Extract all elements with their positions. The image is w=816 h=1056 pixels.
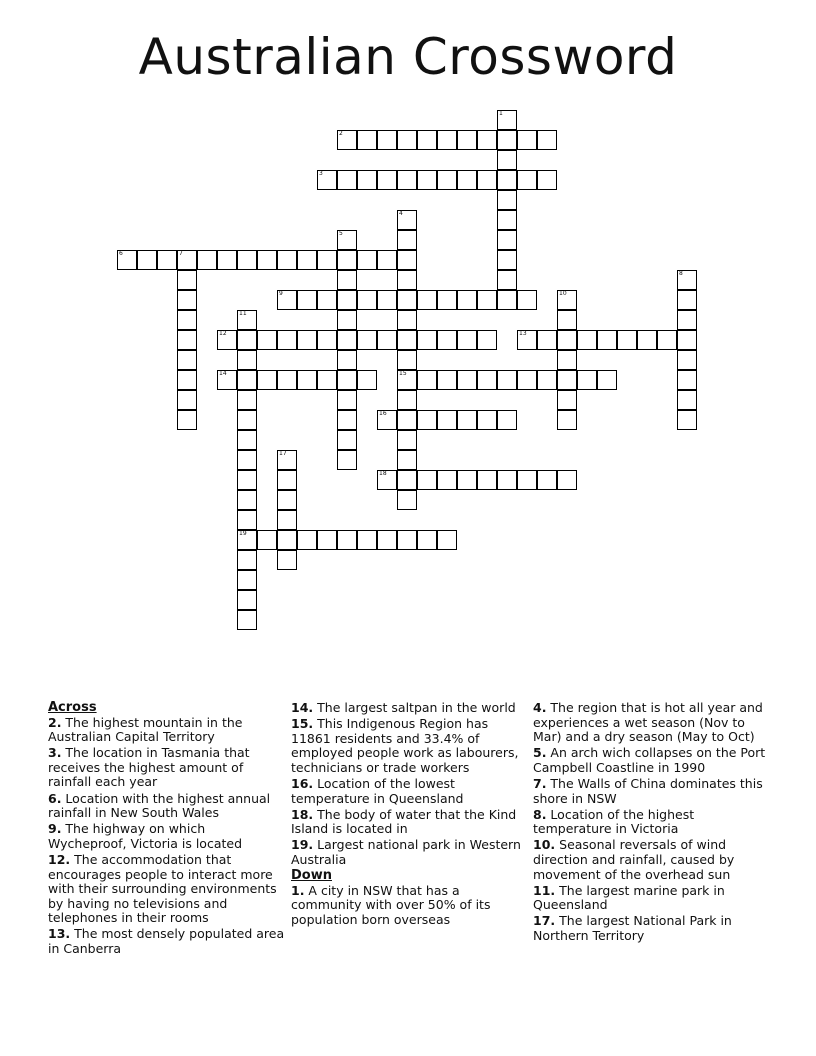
grid-cell[interactable] [497,210,517,230]
grid-cell[interactable] [617,330,637,350]
grid-cell[interactable] [577,330,597,350]
grid-cell[interactable] [337,130,357,150]
grid-cell[interactable] [417,130,437,150]
grid-cell[interactable] [497,290,517,310]
grid-cell[interactable] [237,350,257,370]
clue-number: 19 [239,530,247,537]
grid-cell[interactable] [537,470,557,490]
clue-number: 12 [219,330,227,337]
grid-cell[interactable] [157,250,177,270]
grid-cell[interactable] [477,470,497,490]
clue-column-1 [48,701,286,958]
grid-cell[interactable] [397,230,417,250]
grid-cell[interactable] [377,330,397,350]
grid-cell[interactable] [557,410,577,430]
clue-number-label: 12. [48,851,71,867]
grid-cell[interactable] [497,190,517,210]
grid-cell[interactable] [177,370,197,390]
clue-text: The location in Tasmania that receives the highest amount of rainfall each year [48,745,250,790]
grid-cell[interactable] [237,550,257,570]
grid-cell[interactable] [217,250,237,270]
grid-cell[interactable] [457,290,477,310]
clue [533,884,773,913]
clue-number: 1 [499,110,503,117]
grid-cell[interactable] [377,130,397,150]
grid-cell[interactable] [237,450,257,470]
clue-column-2 [291,701,529,929]
grid-cell[interactable] [677,330,697,350]
grid-cell[interactable] [397,390,417,410]
grid-cell[interactable] [517,470,537,490]
grid-cell[interactable] [237,510,257,530]
down-heading: Down [291,868,332,884]
grid-cell[interactable] [477,410,497,430]
clue-number-label: 6. [48,790,62,806]
clue-number-label: 3. [48,745,62,761]
clue-number: 3 [319,170,323,177]
grid-cell[interactable] [397,210,417,230]
grid-cell[interactable] [497,130,517,150]
clue-number: 8 [679,270,683,277]
grid-cell[interactable] [237,410,257,430]
grid-cell[interactable] [557,370,577,390]
grid-cell[interactable] [397,370,417,390]
clue [533,777,773,806]
grid-cell[interactable] [517,290,537,310]
clue [291,884,529,928]
clue-number: 18 [379,470,387,477]
grid-cell[interactable] [477,370,497,390]
clue-number: 11 [239,310,247,317]
grid-cell[interactable] [357,330,377,350]
grid-cell[interactable] [537,330,557,350]
grid-cell[interactable] [597,330,617,350]
grid-cell[interactable] [277,330,297,350]
grid-cell[interactable] [337,170,357,190]
grid-cell[interactable] [137,250,157,270]
clue [291,717,529,775]
grid-cell[interactable] [457,410,477,430]
grid-cell[interactable] [397,450,417,470]
grid-cell[interactable] [517,170,537,190]
grid-cell[interactable] [177,330,197,350]
grid-cell[interactable] [557,390,577,410]
grid-cell[interactable] [337,390,357,410]
grid-cell[interactable] [397,270,417,290]
grid-cell[interactable] [177,350,197,370]
grid-cell[interactable] [237,250,257,270]
grid-cell[interactable] [337,310,357,330]
grid-cell[interactable] [377,290,397,310]
grid-cell[interactable] [497,370,517,390]
grid-cell[interactable] [357,370,377,390]
grid-cell[interactable] [497,410,517,430]
clue [533,838,773,882]
grid-cell[interactable] [537,370,557,390]
page-title: Australian Crossword [138,28,678,86]
grid-cell[interactable] [177,310,197,330]
grid-cell[interactable] [237,390,257,410]
grid-cell[interactable] [177,270,197,290]
grid-cell[interactable] [257,370,277,390]
grid-cell[interactable] [357,170,377,190]
grid-cell[interactable] [657,330,677,350]
grid-cell[interactable] [437,170,457,190]
grid-cell[interactable] [377,170,397,190]
grid-cell[interactable] [357,250,377,270]
grid-cell[interactable] [297,290,317,310]
grid-cell[interactable] [337,370,357,390]
grid-cell[interactable] [497,150,517,170]
grid-cell[interactable] [217,330,237,350]
grid-cell[interactable] [177,410,197,430]
clue [48,927,286,956]
clue [48,746,286,790]
grid-cell[interactable] [317,330,337,350]
grid-cell[interactable] [677,370,697,390]
clue-text: The highway on which Wycheproof, Victoria is located [48,821,243,851]
grid-cell[interactable] [677,410,697,430]
clue-text: The Walls of China dominates this shore in NSW [533,775,763,806]
clue [533,808,773,837]
clue-number-label: 18. [291,806,314,822]
grid-cell[interactable] [457,330,477,350]
clue-text: The most densely populated area in Canberra [48,926,285,956]
clue-number: 17 [279,450,287,457]
grid-cell[interactable] [397,130,417,150]
grid-cell[interactable] [437,130,457,150]
grid-cell[interactable] [317,170,337,190]
grid-cell[interactable] [257,250,277,270]
grid-cell[interactable] [477,130,497,150]
grid-cell[interactable] [397,530,417,550]
grid-cell[interactable] [437,410,457,430]
clue-number-label: 9. [48,821,62,837]
clue-number-label: 14. [291,700,314,715]
grid-cell[interactable] [677,310,697,330]
clue-number-label: 2. [48,714,62,730]
grid-cell[interactable] [197,250,217,270]
clue-text: This Indigenous Region has 11861 residents and 33.4% of employed people work as labourers, technicians or trade workers [291,716,519,775]
clue-number: 9 [279,290,283,297]
grid-cell[interactable] [397,330,417,350]
grid-cell[interactable] [557,350,577,370]
grid-cell[interactable] [237,530,257,550]
grid-cell[interactable] [337,290,357,310]
grid-cell[interactable] [297,330,317,350]
grid-cell[interactable] [517,130,537,150]
grid-cell[interactable] [397,170,417,190]
clue-number-label: 1. [291,882,305,898]
grid-cell[interactable] [337,430,357,450]
grid-cell[interactable] [417,330,437,350]
clue [533,914,773,943]
clue-number: 5 [339,230,343,237]
grid-cell[interactable] [317,370,337,390]
grid-cell[interactable] [277,450,297,470]
grid-cell[interactable] [357,530,377,550]
grid-cell[interactable] [357,130,377,150]
clue [291,808,529,837]
grid-cell[interactable] [537,170,557,190]
grid-cell[interactable] [677,290,697,310]
grid-cell[interactable] [377,410,397,430]
grid-cell[interactable] [397,430,417,450]
clue-number-label: 17. [533,913,556,929]
grid-cell[interactable] [497,270,517,290]
grid-cell[interactable] [517,370,537,390]
grid-cell[interactable] [377,530,397,550]
grid-cell[interactable] [337,250,357,270]
clue-text: The region that is hot all year and experiences a wet season (Nov to Mar) and a dry season (May to Oct) [533,700,763,745]
clue-number: 13 [519,330,527,337]
clue-number: 6 [119,250,123,257]
grid-cell[interactable] [457,130,477,150]
grid-cell[interactable] [437,470,457,490]
grid-cell[interactable] [237,590,257,610]
grid-cell[interactable] [337,530,357,550]
grid-cell[interactable] [337,270,357,290]
grid-cell[interactable] [677,270,697,290]
grid-cell[interactable] [497,470,517,490]
clue [533,746,773,775]
clue-number-label: 16. [291,775,314,791]
grid-cell[interactable] [477,170,497,190]
clue-text: The highest mountain in the Australian Capital Territory [48,714,243,745]
grid-cell[interactable] [557,290,577,310]
grid-cell[interactable] [417,370,437,390]
grid-cell[interactable] [317,250,337,270]
grid-cell[interactable] [237,610,257,630]
grid-cell[interactable] [217,370,237,390]
grid-cell[interactable] [317,530,337,550]
grid-cell[interactable] [337,410,357,430]
clue-text: Largest national park in Western Australia [291,837,521,867]
grid-cell[interactable] [457,170,477,190]
grid-cell[interactable] [277,250,297,270]
grid-cell[interactable] [497,110,517,130]
clue-column-3 [533,701,773,945]
clue-number: 15 [399,370,407,377]
grid-cell[interactable] [457,470,477,490]
grid-cell[interactable] [397,310,417,330]
grid-cell[interactable] [397,490,417,510]
clue [291,777,529,806]
grid-cell[interactable] [277,490,297,510]
grid-cell[interactable] [237,310,257,330]
grid-cell[interactable] [417,470,437,490]
grid-cell[interactable] [277,470,297,490]
grid-cell[interactable] [237,430,257,450]
grid-cell[interactable] [277,550,297,570]
clue-text: An arch wich collapses on the Port Campbell Coastline in 1990 [533,745,766,775]
grid-cell[interactable] [397,250,417,270]
clue-text: The accommodation that encourages people to interact more with their surrounding environments by having no televisions and telephones in their rooms [48,851,277,926]
clue-text: Location of the highest temperature in Victoria [533,806,695,837]
grid-cell[interactable] [297,530,317,550]
clue [48,853,286,926]
grid-cell[interactable] [397,410,417,430]
grid-cell[interactable] [437,370,457,390]
clue-text: A city in NSW that has a community with over 50% of its population born overseas [291,882,491,927]
grid-cell[interactable] [177,290,197,310]
grid-cell[interactable] [577,370,597,390]
grid-cell[interactable] [637,330,657,350]
clue-number-label: 10. [533,837,556,853]
grid-cell[interactable] [317,290,337,310]
grid-cell[interactable] [237,330,257,350]
clue-text: The largest saltpan in the world [313,700,516,715]
grid-cell[interactable] [117,250,137,270]
grid-cell[interactable] [237,570,257,590]
clue-number-label: 19. [291,837,314,853]
grid-cell[interactable] [257,530,277,550]
grid-cell[interactable] [377,250,397,270]
grid-cell[interactable] [417,410,437,430]
grid-cell[interactable] [337,450,357,470]
grid-cell[interactable] [357,290,377,310]
clue-number-label: 11. [533,882,556,898]
clue-number: 10 [559,290,567,297]
grid-cell[interactable] [297,250,317,270]
clue [291,701,529,716]
clue [48,716,286,745]
grid-cell[interactable] [497,250,517,270]
clue-text: Location of the lowest temperature in Queensland [291,775,464,806]
grid-cell[interactable] [377,470,397,490]
clue-number-label: 8. [533,806,547,822]
clue-number: 4 [399,210,403,217]
clue-number-label: 5. [533,745,547,761]
grid-cell[interactable] [337,350,357,370]
clue [48,792,286,821]
grid-cell[interactable] [497,170,517,190]
clue [533,701,773,745]
grid-cell[interactable] [457,370,477,390]
grid-cell[interactable] [677,390,697,410]
grid-cell[interactable] [677,350,697,370]
grid-cell[interactable] [557,310,577,330]
clue-text: The largest National Park in Northern Territory [533,913,732,943]
across-heading: Across [48,700,97,715]
grid-cell[interactable] [397,350,417,370]
grid-cell[interactable] [237,490,257,510]
clue [48,822,286,851]
clue-text: The body of water that the Kind Island is located in [291,806,517,837]
grid-cell[interactable] [557,470,577,490]
grid-cell[interactable] [177,250,197,270]
grid-cell[interactable] [597,370,617,390]
grid-cell[interactable] [257,330,277,350]
grid-cell[interactable] [277,290,297,310]
grid-cell[interactable] [397,290,417,310]
grid-cell[interactable] [397,470,417,490]
clue-number-label: 7. [533,775,547,791]
clue-number: 16 [379,410,387,417]
grid-cell[interactable] [237,370,257,390]
grid-cell[interactable] [277,530,297,550]
grid-cell[interactable] [337,330,357,350]
clue [291,838,529,867]
clue-number: 7 [179,250,183,257]
clue-number-label: 13. [48,926,71,942]
clue-number: 2 [339,130,343,137]
clue-text: The largest marine park in Queensland [533,882,725,913]
grid-cell[interactable] [517,330,537,350]
clue-text: Seasonal reversals of wind direction and rainfall, caused by movement of the overhead sun [533,837,735,882]
grid-cell[interactable] [277,510,297,530]
grid-cell[interactable] [417,530,437,550]
grid-cell[interactable] [337,230,357,250]
grid-cell[interactable] [417,170,437,190]
grid-cell[interactable] [437,330,457,350]
grid-cell[interactable] [497,230,517,250]
clue-text: Location with the highest annual rainfall in New South Wales [48,790,271,821]
grid-cell[interactable] [537,130,557,150]
clue-number: 14 [219,370,227,377]
grid-cell[interactable] [477,290,497,310]
grid-cell[interactable] [237,470,257,490]
grid-cell[interactable] [297,370,317,390]
grid-cell[interactable] [477,330,497,350]
clue-number-label: 4. [533,700,547,715]
grid-cell[interactable] [437,290,457,310]
clue-number-label: 15. [291,716,314,732]
grid-cell[interactable] [177,390,197,410]
grid-cell[interactable] [277,370,297,390]
grid-cell[interactable] [417,290,437,310]
grid-cell[interactable] [437,530,457,550]
grid-cell[interactable] [557,330,577,350]
